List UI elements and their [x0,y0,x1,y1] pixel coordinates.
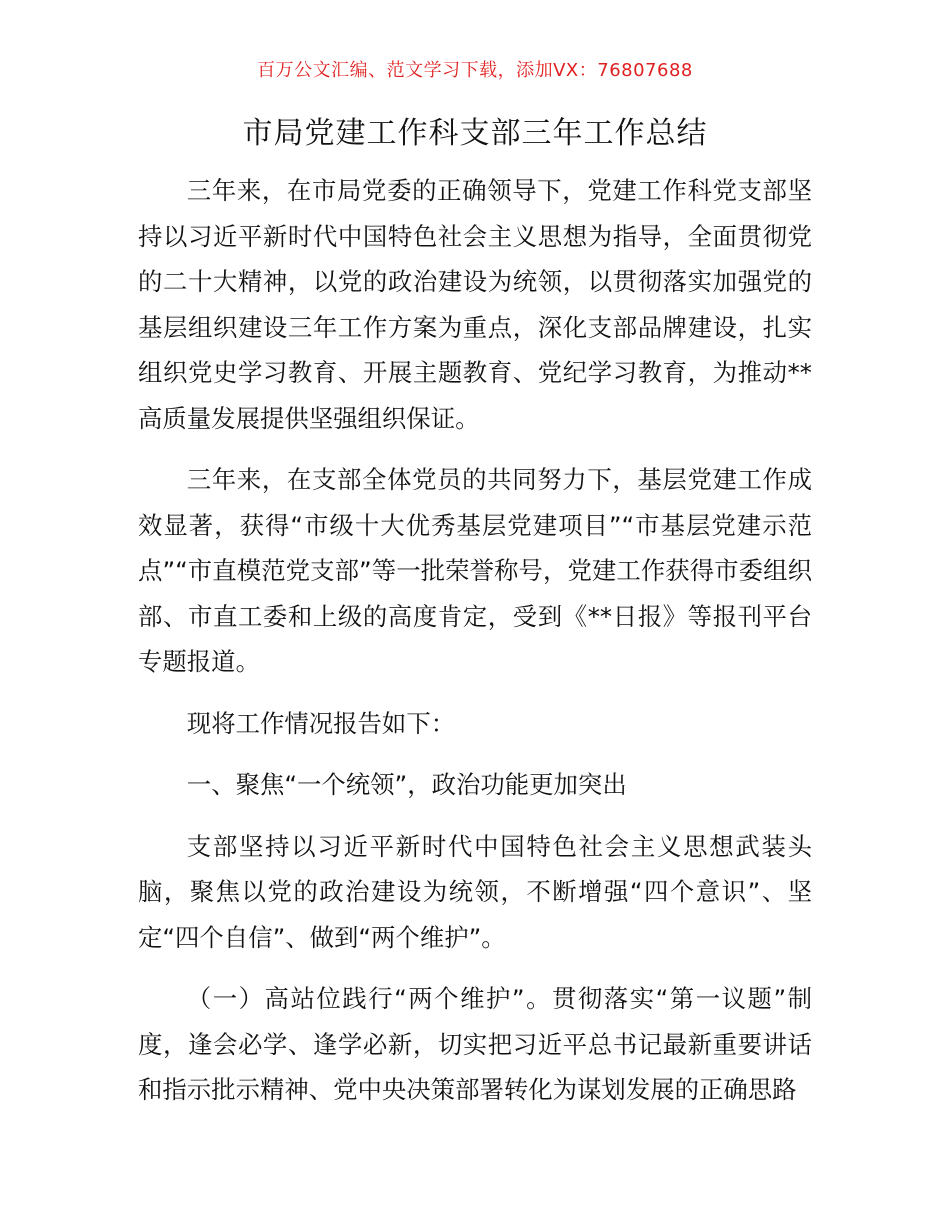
document-title: 市局党建工作科支部三年工作总结 [242,116,708,151]
paragraph-achievements: 三年来，在支部全体党员的共同努力下，基层党建工作成效显著，获得“市级十大优秀基层党建项目”“市基层党建示范点”“市直模范党支部”等一批荣誉称号，党建工作获得市委组织部、市直工委和上级的高度肯定，受到《**日报》等报刊平台专题报道。 [138,465,812,676]
watermark-text: 百万公文汇编、范文学习下载，添加VX：76807688 [257,60,693,81]
paragraph-report-lead: 现将工作情况报告如下： [186,708,456,738]
section-heading-1: 一、聚焦“一个统领”，政治功能更加突出 [186,770,627,799]
paragraph-subsection-1: （一）高站位践行“两个维护”。贯彻落实“第一议题”制度，逢会必学、逢学必新，切实把习近平总书记最新重要讲话和指示批示精神、党中央决策部署转化为谋划发展的正确思路 [138,984,812,1104]
paragraph-intro: 三年来，在市局党委的正确领导下，党建工作科党支部坚持以习近平新时代中国特色社会主义思想为指导，全面贯彻党的二十大精神，以党的政治建设为统领，以贯彻落实加强党的基层组织建设三年工作方案为重点，深化支部品牌建设，扎实组织党史学习教育、开展主题教育、党纪学习教育，为推动**高质量发展提供坚强组织保证。 [138,176,812,433]
paragraph-section-1: 支部坚持以习近平新时代中国特色社会主义思想武装头脑，聚焦以党的政治建设为统领，不断增强“四个意识”、坚定“四个自信”、做到“两个维护”。 [138,831,812,952]
document-body [138,168,812,1113]
